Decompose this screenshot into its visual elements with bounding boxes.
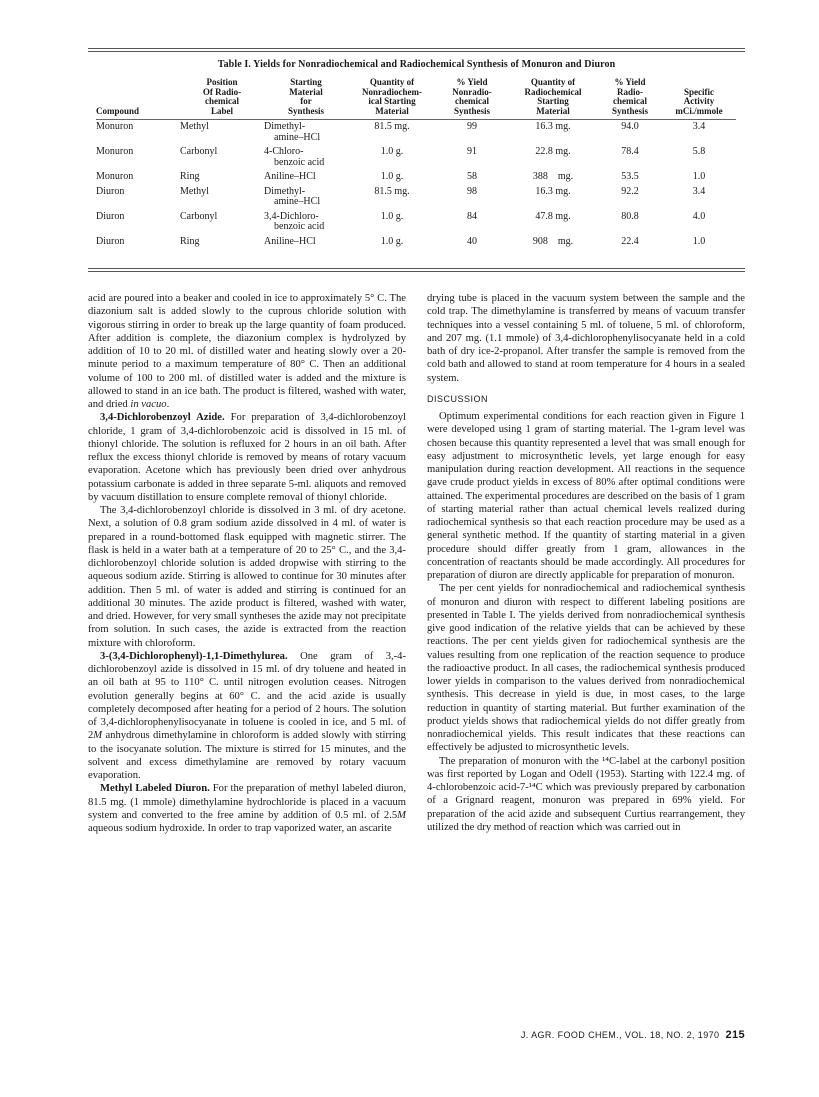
col-header-compound: Compound (96, 78, 180, 120)
cell-label: Ring (180, 171, 200, 182)
paragraph: 3-(3,4-Dichlorophenyl)-1,1-Dimethylurea. One gram of 3,-4-dichlorobenzoyl azide is dissolved in 15 ml. of dry toluene and heated in an oil bath at 95 to 110° C. until nitrogen evolution ceases. Nitrogen evolution generally begins at 60° C. and the acid azide is usually completely decomposed after heating for a period of 2 hours. The solution of 3,4-dichlorophenylisocyanate in toluene is cooled in ice, and 5 ml. of 2M anhydrous dimethylamine in chloroform is added slowly with stirring to the isocyanate solution. The mixture is stirred for 15 minutes, and the solvent and excess dimethylamine are removed by rotary vacuum evaporation. (88, 650, 406, 781)
cell-label: Carbonyl (180, 210, 218, 222)
cell-nonradio-qty: 81.5 mg. (374, 185, 410, 197)
cell-nonradio-yield: 91 (467, 146, 477, 157)
cell-compound: Monuron (96, 171, 134, 182)
cell-radio-yield: 94.0 (621, 121, 639, 132)
col-header-specific-activity: Specific Activity mCi./mmole (662, 78, 736, 120)
col-header-position: Position Of Radio- chemical Label (180, 78, 264, 120)
paragraph: The preparation of monuron with the ¹⁴C-label at the carbonyl position was first reported by Logan and Odell (1953). Starting with 122.4 mg. of 4-chlorobenzoic acid-7-¹⁴C which was previously prepared by carbonation of a Grignard reagent, monuron was prepared in 69% yield. For preparation of the acid azide and subsequent Curtius rearrangement, they utilized the dry method of reaction which was carried out in (427, 755, 745, 833)
paragraph: drying tube is placed in the vacuum system between the sample and the cold trap. The dimethylamine is transferred by means of vacuum transfer techniques into a vessel containing 5 ml. of toluene, 5 ml. of chloroform, and 207 mg. (1.1 mmole) of 3,4-dichlorophenylisocyanate held in a cold bath of dry ice-2-propanol. After transfer the sample is removed from the cold bath and allowed to stand at room temperature for 4 hours in a sealed system. (427, 293, 745, 384)
cell-compound: Diuron (96, 210, 125, 222)
cell-nonradio-qty: 1.0 g. (380, 210, 404, 222)
cell-compound: Monuron (96, 121, 134, 132)
cell-radio-yield: 22.4 (621, 235, 639, 247)
table-row (96, 170, 736, 185)
cell-activity: 4.0 (692, 210, 706, 222)
section-heading: DISCUSSION (427, 393, 489, 404)
page-footer (521, 1029, 745, 1041)
cell-radio-yield: 92.2 (621, 185, 639, 197)
cell-label: Methyl (180, 121, 209, 132)
cell-label: Carbonyl (180, 146, 218, 157)
table-row (96, 210, 736, 235)
cell-radio-yield: 80.8 (621, 210, 639, 222)
cell-material: Dimethyl- amine–HCl (264, 185, 321, 207)
top-rule (88, 48, 745, 49)
cell-radio-qty: 908 mg. (532, 235, 574, 247)
cell-nonradio-qty: 1.0 g. (380, 235, 404, 247)
journal-citation: J. AGR. FOOD CHEM., VOL. 18, NO. 2, 1970 (520, 1030, 720, 1040)
cell-nonradio-yield: 99 (467, 121, 477, 132)
cell-activity: 3.4 (692, 185, 706, 197)
cell-material: Aniline–HCl (264, 235, 316, 247)
col-header-radio-quantity: Quantity of Radiochemical Starting Material (508, 78, 598, 120)
col-header-radio-yield: % Yield Radio- chemical Synthesis (598, 78, 662, 120)
paragraph: 3,4-Dichlorobenzoyl Azide. For preparation of 3,4-dichlorobenzoyl chloride, 1 gram of 3,4-dichlorobenzoic acid is dissolved in 15 ml. of thionyl chloride. The solution is refluxed for 2 hours in an oil bath. After reflux the excess thionyl chloride is removed by means of rotary vacuum evaporation. Acetone which has previously been dried over anhydrous potassium carbonate is added in three separate 5-ml. aliquots and removed by vacuum distillation to ensure complete removal of thionyl chloride. (88, 412, 406, 503)
table-header-row (96, 78, 736, 120)
left-column (88, 292, 406, 835)
table-row (96, 145, 736, 170)
subsection-heading: 3-(3,4-Dichlorophenyl)-1,1-Dimethylurea. (100, 650, 288, 662)
col-header-starting-material: Starting Material for Synthesis (264, 78, 348, 120)
cell-radio-yield: 78.4 (621, 146, 639, 157)
subsection-heading: 3,4-Dichlorobenzoyl Azide. (100, 412, 225, 424)
table-row (96, 235, 736, 250)
top-rule-second (88, 51, 745, 52)
col-header-nonradio-yield: % Yield Nonradio- chemical Synthesis (436, 78, 508, 120)
table-bottom-rule (88, 268, 745, 269)
yields-table (96, 78, 736, 249)
cell-nonradio-qty: 81.5 mg. (374, 121, 410, 132)
cell-nonradio-qty: 1.0 g. (380, 171, 404, 182)
table-title: Table I. Yields for Nonradiochemical and Radiochemical Synthesis of Monuron and Diuron (217, 59, 616, 70)
cell-activity: 3.4 (692, 121, 706, 132)
cell-nonradio-yield: 58 (467, 171, 477, 182)
cell-material: Dimethyl- amine–HCl (264, 121, 321, 143)
paragraph: acid are poured into a beaker and cooled in ice to approximately 5° C. The diazonium salt is added slowly to the cuprous chloride solution with vigorous stirring in order to break up the large quantity of foam produced. After addition is complete, the diazonium complex is hydrolyzed by addition of 10 to 20 ml. of distilled water and heating slowly over a 20-minute period to a maximum temperature of 80° C. Then an additional volume of 100 to 200 ml. of distilled water is added and the mixture is allowed to stand in an ice bath. The product is filtered, washed with water, and dried in vacuo. (88, 293, 406, 410)
cell-activity: 5.8 (692, 146, 706, 157)
cell-activity: 1.0 (692, 171, 706, 182)
cell-radio-qty: 16.3 mg. (535, 121, 571, 132)
subsection-heading: Methyl Labeled Diuron. (100, 783, 210, 795)
cell-material: 4-Chloro- benzoic acid (264, 146, 325, 168)
cell-nonradio-yield: 84 (467, 210, 477, 222)
table-row (96, 120, 736, 146)
paragraph: Optimum experimental conditions for each reaction given in Figure 1 were developed using 1 gram of starting material. The 1-gram level was chosen because this quantity represented a level that was small enough for easy adjustment to microsynthetic levels, yet large enough for easy manipulation during reaction development. All reactions in the sequence gave crude product yields in excess of 80% after optimal conditions were attained. The experimental procedures are described on the basis of 1 gram of starting material rather than actual chemical levels realized during radiochemical synthesis so that each reaction procedure may be used as a general synthetic method. If the quantity of starting material in a given procedure should differ greatly from 1 gram, allowances in the concentration of reactants should be made accordingly. All procedures for preparation of diuron are directly applicable for preparation of monuron. (427, 411, 745, 581)
cell-compound: Diuron (96, 235, 125, 247)
cell-radio-qty: 47.8 mg. (535, 210, 571, 222)
table-bottom-rule-second (88, 271, 745, 272)
table-row (96, 185, 736, 210)
cell-compound: Monuron (96, 146, 134, 157)
cell-radio-qty: 16.3 mg. (535, 185, 571, 197)
paragraph: The per cent yields for nonradiochemical and radiochemical synthesis of monuron and diuron with respect to different labeling positions are presented in Table I. The yields derived from nonradiochemical synthesis give good indication of the relative yields that can be achieved by these reactions. The per cent yields given for radiochemical synthesis are the values resulting from one replication of the reaction sequence to produce the radioactive product. In all cases, the radiochemical synthesis produced lower yields in comparison to the values derived from nonradiochemical synthesis. This decrease in yield is due, in most cases, to the large reduction in quantity of starting material. But further examination of the product yields shows that radiochemical yields do not differ greatly from nonradiochemical yields. This result indicates that these reactions can effectively be adjusted to microsynthetic levels. (427, 583, 745, 754)
cell-compound: Diuron (96, 185, 125, 197)
page-number: 215 (725, 1029, 745, 1041)
cell-label: Methyl (180, 185, 209, 197)
paragraph: Methyl Labeled Diuron. For the preparation of methyl labeled diuron, 81.5 mg. (1 mmole) dimethylamine hydrochloride is placed in a vacuum system and converted to the free amine by addition of 0.5 ml. of 2.5M aqueous sodium hydroxide. In order to trap vaporized water, an ascarite (88, 783, 406, 834)
cell-nonradio-yield: 40 (467, 235, 477, 247)
cell-radio-yield: 53.5 (621, 171, 639, 182)
cell-nonradio-yield: 98 (467, 185, 477, 197)
cell-radio-qty: 22.8 mg. (535, 146, 571, 157)
cell-radio-qty: 388 mg. (532, 171, 574, 182)
cell-activity: 1.0 (692, 235, 706, 247)
cell-nonradio-qty: 1.0 g. (380, 146, 404, 157)
cell-material: Aniline–HCl (264, 171, 316, 182)
cell-material: 3,4-Dichloro- benzoic acid (264, 210, 325, 232)
right-column (427, 292, 745, 834)
cell-label: Ring (180, 235, 200, 247)
col-header-nonradio-quantity: Quantity of Nonradiochem- ical Starting Material (348, 78, 436, 120)
paragraph: The 3,4-dichlorobenzoyl chloride is dissolved in 3 ml. of dry acetone. Next, a solution of 0.8 gram sodium azide dissolved in 4 ml. of water is prepared in a round-bottomed flask equipped with magnetic stirrer. The flask is held in a water bath at a temperature of 20 to 25° C., and the 3,4-dichlorobenzoyl chloride solution is added dropwise with stirring to the aqueous sodium azide. Stirring is allowed to continue for 30 minutes after addition. Then 5 ml. of water is added and stirring is continued for an additional 30 minutes. The azide product is filtered, washed with water, and dried. However, for very small syntheses the azide may not precipitate from solution. In such cases, the azide is extracted from the reaction mixture with chloroform. (88, 505, 406, 649)
